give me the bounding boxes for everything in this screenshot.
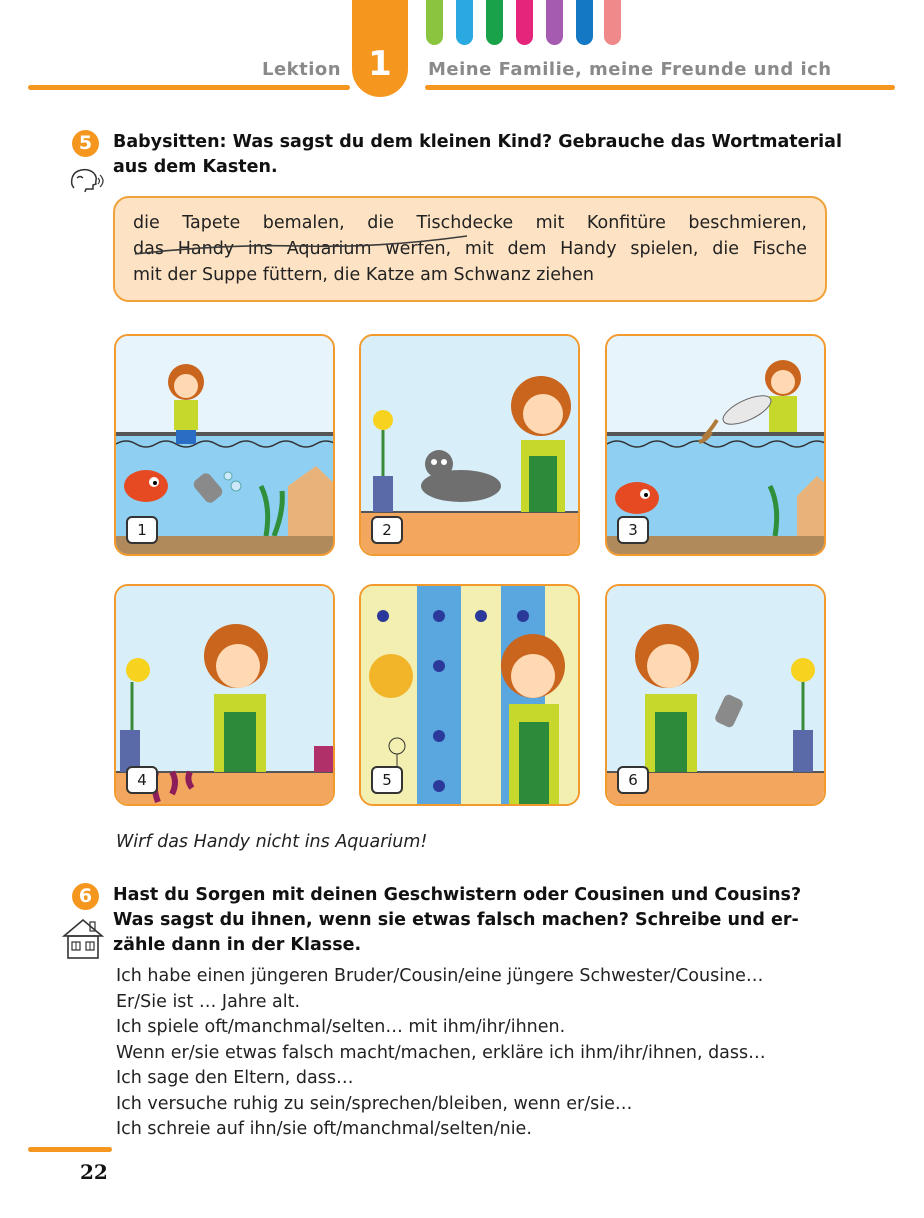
panel-number: 2 xyxy=(371,516,403,544)
task-6-instruction-line: zähle dann in der Klasse. xyxy=(113,935,362,955)
color-tab xyxy=(604,0,621,45)
handwritten-strike-mark xyxy=(131,232,471,262)
header-rule-left xyxy=(28,85,350,90)
house-icon xyxy=(60,916,106,964)
sentence-starter-line: Er/Sie ist … Jahre alt. xyxy=(116,991,301,1012)
footer-rule xyxy=(28,1147,112,1152)
sentence-starter-line: Ich habe einen jüngeren Bruder/Cousin/eine jüngere Schwester/Cousine… xyxy=(116,966,764,986)
picture-panel-4 xyxy=(114,584,335,806)
header-rule-right xyxy=(425,85,895,90)
color-tab xyxy=(546,0,563,45)
color-tab xyxy=(486,0,503,45)
sentence-starter-line: Ich sage den Eltern, dass… xyxy=(116,1068,354,1088)
task-6-instruction xyxy=(113,883,829,958)
task-6-instruction-line: Was sagst du ihnen, wenn sie etwas falsch machen? Schreibe und er- xyxy=(113,910,799,930)
lektion-tab xyxy=(352,0,408,97)
word-box-line: das Handy ins Aquarium werfen, mit dem Handy spielen, die Fische xyxy=(133,239,807,259)
sentence-starter-line: Wenn er/sie etwas falsch macht/machen, erkläre ich ihm/ihr/ihnen, dass… xyxy=(116,1042,766,1063)
example-sentence: Wirf das Handy nicht ins Aquarium! xyxy=(116,832,428,852)
task-5-number: 5 xyxy=(72,130,99,157)
sentence-starter-line: Ich versuche ruhig zu sein/sprechen/bleiben, wenn er/sie… xyxy=(116,1093,633,1114)
sentence-starters xyxy=(116,964,766,1143)
task-5-instruction xyxy=(113,130,842,180)
task-5-instruction-line: aus dem Kasten. xyxy=(113,157,278,177)
picture-panel-5 xyxy=(359,584,580,806)
panel-number: 6 xyxy=(617,766,649,794)
color-tab xyxy=(426,0,443,45)
chapter-title: Meine Familie, meine Freunde und ich xyxy=(428,59,832,80)
color-tab xyxy=(576,0,593,45)
picture-panel-6 xyxy=(605,584,826,806)
panel-number: 5 xyxy=(371,766,403,794)
color-tab xyxy=(456,0,473,45)
task-6-instruction-line: Hast du Sorgen mit deinen Geschwistern oder Cousinen und Cousins? xyxy=(113,885,802,905)
picture-panel-2 xyxy=(359,334,580,556)
task-5-instruction-line: Babysitten: Was sagst du dem kleinen Kind? Gebrauche das Wortmaterial xyxy=(113,132,842,152)
lektion-label: Lektion xyxy=(262,59,342,80)
word-box xyxy=(113,196,827,302)
word-box-line: die Tapete bemalen, die Tischdecke mit Konfitüre beschmieren, xyxy=(133,213,807,233)
color-tab xyxy=(516,0,533,45)
panel-number: 4 xyxy=(126,766,158,794)
word-box-line: mit der Suppe füttern, die Katze am Schwanz ziehen xyxy=(133,265,594,285)
panel-number: 3 xyxy=(617,516,649,544)
sentence-starter-line: Ich spiele oft/manchmal/selten… mit ihm/ihr/ihnen. xyxy=(116,1017,566,1037)
picture-panel-3 xyxy=(605,334,826,556)
lektion-number: 1 xyxy=(368,44,392,84)
page-number: 22 xyxy=(80,1160,108,1184)
sentence-starter-line: Ich schreie auf ihn/sie oft/manchmal/selten/nie. xyxy=(116,1119,532,1139)
task-6-number: 6 xyxy=(72,883,99,910)
picture-panel-1 xyxy=(114,334,335,556)
panel-number: 1 xyxy=(126,516,158,544)
speaking-head-icon xyxy=(68,166,104,198)
